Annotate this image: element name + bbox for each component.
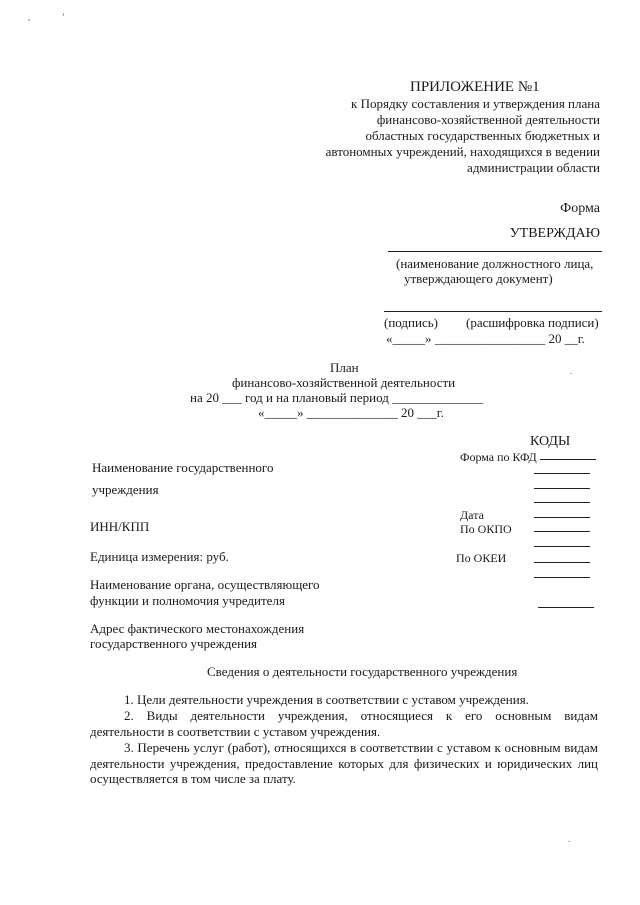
code-okei-label: По ОКЕИ xyxy=(456,551,507,565)
code-founder-line xyxy=(538,607,594,608)
code-okpo-label: По ОКПО xyxy=(460,522,512,536)
code-date-line xyxy=(534,517,590,518)
scan-speck: ’ xyxy=(62,12,65,22)
approve-label: УТВЕРЖДАЮ xyxy=(509,226,600,241)
section-item-2: 2. Виды деятельности учреждения, относящиеся к его основным видам деятельности в соответствии с уставом учреждения. xyxy=(90,708,598,739)
plan-date: «_____» ______________ 20 ___г. xyxy=(258,405,444,420)
scan-speck: . xyxy=(570,366,573,376)
appendix-line-4: автономных учреждений, находящихся в ведении xyxy=(325,144,600,159)
plan-title: План xyxy=(330,360,359,375)
appendix-line-1: к Порядку составления и утверждения плана xyxy=(351,96,600,111)
plan-period: на 20 ___ год и на плановый период ______________ xyxy=(190,390,484,405)
code-line xyxy=(534,577,590,578)
codes-header: КОДЫ xyxy=(530,434,571,449)
code-okpo-line xyxy=(534,531,590,532)
unit-label: Единица измерения: руб. xyxy=(90,549,229,564)
inn-kpp-label: ИНН/КПП xyxy=(90,519,150,534)
code-line xyxy=(534,488,590,489)
section-title: Сведения о деятельности государственного учреждения xyxy=(207,664,518,679)
appendix-line-2: финансово-хозяйственной деятельности xyxy=(376,112,600,127)
section-item-1: 1. Цели деятельности учреждения в соответствии с уставом учреждения. xyxy=(124,692,529,707)
official-hint-2: утверждающего документ) xyxy=(404,271,553,286)
institution-name-label-1: Наименование государственного xyxy=(92,460,274,475)
signature-line xyxy=(384,311,602,312)
plan-subtitle: финансово-хозяйственной деятельности xyxy=(232,375,456,390)
institution-name-label-2: учреждения xyxy=(92,482,159,497)
code-date-label: Дата xyxy=(460,508,484,522)
signature-hint: (подпись) xyxy=(384,315,438,330)
founder-label-2: функции и полномочия учредителя xyxy=(90,593,285,608)
code-okei-line xyxy=(534,562,590,563)
code-line xyxy=(534,502,590,503)
section-item-3: 3. Перечень услуг (работ), относящихся в соответствии с уставом к основным видам деятельности учреждения, предоставление которых для физических и юридических лиц осуществляется в том числе за плату. xyxy=(90,740,598,787)
code-form-kfd-line xyxy=(540,459,596,460)
decoding-hint: (расшифровка подписи) xyxy=(466,315,599,330)
address-label-2: государственного учреждения xyxy=(90,636,258,651)
appendix-line-3: областных государственных бюджетных и xyxy=(365,128,600,143)
code-form-kfd-label: Форма по КФД xyxy=(460,450,537,464)
code-line xyxy=(534,473,590,474)
scan-speck: . xyxy=(568,834,571,844)
scan-speck: , xyxy=(28,12,31,22)
appendix-line-5: администрации области xyxy=(467,160,600,175)
code-line xyxy=(534,546,590,547)
approval-date: «_____» _________________ 20 __г. xyxy=(386,331,585,346)
official-name-line xyxy=(388,251,602,252)
official-hint-1: (наименование должностного лица, xyxy=(396,256,594,271)
address-label-1: Адрес фактического местонахождения xyxy=(90,621,305,636)
form-label: Форма xyxy=(560,201,600,216)
appendix-title: ПРИЛОЖЕНИЕ №1 xyxy=(410,79,540,95)
founder-label-1: Наименование органа, осуществляющего xyxy=(90,577,320,592)
